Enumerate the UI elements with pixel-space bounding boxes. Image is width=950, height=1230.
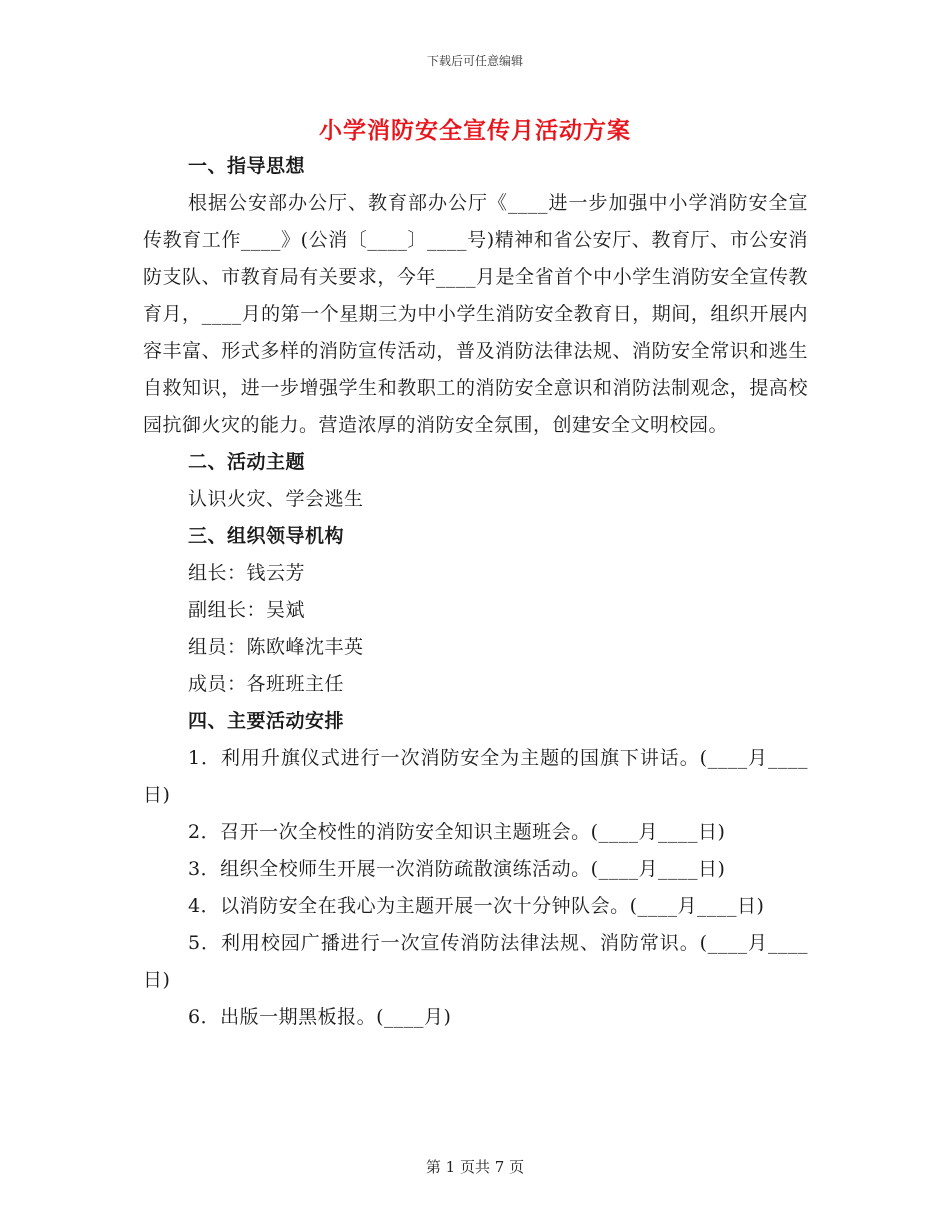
organization-line: 组长：钱云芳 — [188, 562, 306, 584]
activity-item: 3．组织全校师生开展一次消防疏散演练活动。(____月____日) — [188, 858, 726, 880]
section-heading-theme: 二、活动主题 — [188, 451, 306, 473]
header-note: 下载后可任意编辑 — [426, 54, 523, 68]
document-title: 小学消防安全宣传月活动方案 — [319, 117, 631, 144]
activity-item: 4．以消防安全在我心为主题开展一次十分钟队会。(____月____日) — [188, 895, 765, 917]
activity-item: 6．出版一期黑板报。(____月) — [188, 1006, 452, 1028]
activity-item: 5．利用校园广播进行一次宣传消防法律法规、消防常识。(____月____日) — [143, 932, 808, 991]
organization-line: 副组长：吴斌 — [188, 599, 306, 621]
section-body-guiding-thought: 根据公安部办公厅、教育部办公厅《____进一步加强中小学消防安全宣传教育工作____》(公消〔____〕____号)精神和省公安厅、教育厅、市公安消防支队、市教育局有关要求，今年____月是全省首个中小学生消防安全宣传教育月，____月的第一个星期三为中小学生消防安全教育日，期间，组织开展内容丰富、形式多样的消防宣传活动，普及消防法律法规、消防安全常识和逃生自救知识，进一步增强学生和教职工的消防安全意识和消防法制观念，提高校园抗御火灾的能力。营造浓厚的消防安全氛围，创建安全文明校园。 — [143, 192, 808, 436]
section-heading-activities: 四、主要活动安排 — [188, 710, 345, 732]
organization-line: 成员：各班班主任 — [188, 673, 345, 695]
activity-item: 2．召开一次全校性的消防安全知识主题班会。(____月____日) — [188, 821, 726, 843]
page-footer: 第 1 页共 7 页 — [425, 1158, 525, 1176]
activity-item: 1．利用升旗仪式进行一次消防安全为主题的国旗下讲话。(____月____日) — [143, 747, 808, 806]
section-heading-organization: 三、组织领导机构 — [188, 525, 345, 547]
section-heading-guiding-thought: 一、指导思想 — [188, 155, 306, 177]
section-body-theme: 认识火灾、学会逃生 — [188, 488, 364, 510]
organization-line: 组员：陈欧峰沈丰英 — [188, 636, 364, 658]
document-body — [143, 148, 808, 1036]
